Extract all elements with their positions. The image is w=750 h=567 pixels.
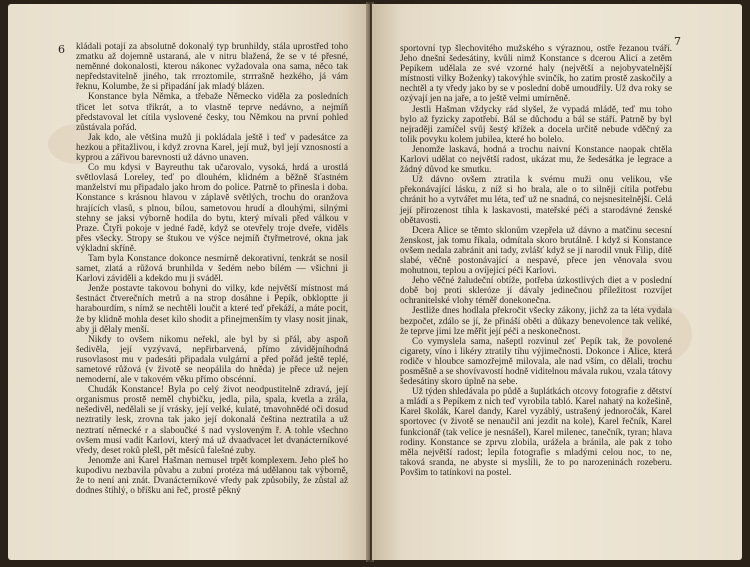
paragraph: Tam byla Konstance dokonce nesmírně dekorativní, tenkrát se nosil samet, zlatá a růžová brunhilda v šedém nebo bílém — všichni ji Karlovi záviděli a kdekdo mu ji sváděl. xyxy=(76,253,348,285)
paragraph: Už dávno ovšem ztratila k svému muži onu velikou, vše překonávající lásku, z níž si ho brala, ale o to silněji cítila potřebu chránit ho a vytvářet mu léta, teď už ne snadná, co nejsnesitelnější. Celá její přirozenost tíhla k laskavosti, mateřské péči a starodávné ženské obětavosti. xyxy=(400,175,672,226)
page-number-right: 7 xyxy=(674,35,681,48)
paragraph: kládali potají za absolutně dokonalý typ brunhildy, stála uprostřed toho zmatku až dojemně ustaraná, ale v nitru blažená, že se v té přesné, neměnné dokonalosti, kterou nákonec vyžadovala ona sama, něco tak nepředstavitelně jiného, tak rrroztomile, strrrašně hezkého, já vám řeknu, Kolumbe, že si připadání jak mladý blázen. xyxy=(76,42,348,93)
paragraph: Jenomže ani Karel Hašman nemusel trpět komplexem. Jeho pleš ho kupodivu nezbavila půvabu a zubní protéza má udělanou tak výborně, že to není ani znát. Dvanácterníkové vředy pak způsobily, že zůstal až dodnes štíhlý, o bříšku ani řeč, prostě pěkný xyxy=(76,455,348,497)
left-page-text xyxy=(76,42,348,496)
paragraph: Jenže postavte takovou bohyni do vilky, kde největší místnost má šestnáct čtverečních metrů a na strop dosáhne i Pepík, obkloptte ji harabourdím, s nímž se nechtěli loučit a které teď překáží, a máte pocit, že by klidně mohla deset kilo shodit a přinejmenším ty vlasy nosit jinak, aby ji dělaly menší. xyxy=(76,284,348,335)
paragraph: Chudák Konstance! Byla po celý život neodpustitelně zdravá, její organismus prostě neměl chybičku, jedla, pila, spala, kvetla a zrála, nešedivěl, nedělali se jí vrásky, její velké, kulaté, tmavohnědé oči dosud neztratily lesk, zrovna tak jako její dokonalá čeština neztratila a už neztratí německé r a slaboučké š nad vysloveným ř. A tohle všechno ovšem musí vadit Karlovi, který má už dvaadvacet let dvanácterníkové vředy, deset roků plešl, pět měsíců falešné zuby. xyxy=(76,385,348,456)
paragraph: Už týden shledávala po půdě a šuplátkách otcovy fotografie z dětství a mládí a s Pepíkem z nich teď vyrobila tabló. Karel nahatý na kožešině, Karel školák, Karel dandy, Karel vyzáblý, ustrašený jednoročák, Karel sportovec (v životě se nenaučil ani jezdit na kole), Karel řečník, Karel funkcionář (tak velice je nesnášel), Karel milenec, tanečník, tyran; hlava rodiny. Konstance se zprvu zlobila, urážela a bránila, ale pak z toho měla největší radost; lepila fotografie s mladými celou noc, to ne, taková sranda, ne abyste si myslili, že to po narozeninách rozeberu. Povšim to tatínkovi na postel. xyxy=(400,387,672,478)
right-page xyxy=(372,4,742,560)
paragraph: Jenomže laskavá, hodná a trochu naivní Konstance naopak chtěla Karlovi udělat co největší radost, ukázat mu, že šedesátka je legrace a žádný důvod ke smutku. xyxy=(400,144,672,176)
paragraph: Jeho věčné žaludeční obtíže, potřeba úzkostlivých diet a v poslední době boj proti skleróze jí dávaly jedinečnou příležitost rozvíjet ochranitelské vlohy téměř donekonečna. xyxy=(400,276,672,307)
right-page-text xyxy=(400,44,672,478)
page-number-left: 6 xyxy=(58,43,65,56)
left-page xyxy=(8,4,370,560)
paragraph: Jestliže dnes hodlala překročit všecky zákony, jichž za ta léta vydala bezpočet, zdálo se jí, že přináší oběti a důkazy benevolence tak veliké, že teprve jimi lze měřit její péči a neskonečnost. xyxy=(400,306,672,337)
paragraph: Nikdy to ovšem nikomu neřekl, ale byl by si přál, aby aspoň šedivěla, její vyzývavá, nepřirbarvená, přímo závidějníhodná rusovlasost mu v padesáti připadala vulgární a před pořád ještě teplé, sametové růžová (v životě se neopálila do hněda) je přece už nejen nemoderní, ale v takovém věku přímo obscénní. xyxy=(76,334,348,386)
paragraph: Jestli Hašman vždycky rád slyšel, že vypadá mládě, teď mu toho bylo až fyzicky zapotřebí. Bál se důchodu a bál se stáří. Patrně by byl nejraději zamíčel svůj šestý křížek a docela určitě nebude vděčný za tolik povyku kolem jubilea, které ho bolelo. xyxy=(400,104,672,145)
paragraph: Jak kdo, ale většina mužů ji pokládala ještě i teď v padesátce za hezkou a přitažlivou, i když zrovna Karel, její muž, byl její vznosností a kyprou a zářivou barevností už dávno unaven. xyxy=(76,132,348,164)
paragraph: Co vymyslela sama, našeptl rozvinul zeť Pepík tak, že povolené cigarety, víno i likéry ztratily tíhu výjimečnosti. Dokonce i Alice, která rodiče v hloubce samozřejmě milovala, ale nad vším, co dělali, trochu posměšně a se shovívavostí hodně viditelnou mávala rukou, vzala tátovy šedesátiny skoro úplně na sebe. xyxy=(400,336,672,388)
paragraph: Co mu kdysi v Bayreuthu tak učarovalo, vysoká, hrdá a urostlá světlovlasá Loreley, teď po dlouhém, klidném a běžně šťastném manželství mu připadalo jako hrom do police. Patrně to přinesla i doba. Konstance s krásnou hlavou v záplavě světlých, trochu do oranžova hrajících vlasů, s plnou, bílou, sametovou hrudí a dlouhými, silnými stehny se jaksi výborně hodila do bytu, který mívali před válkou v Praze. Čtyři pokoje v jedné řadě, když se otevřely troje dveře, viděls přes všecky. Stropy se štukou ve výšce nejmíň čtyřmetrové, okna jak výkladní skříně. xyxy=(76,163,348,254)
paragraph: sportovní typ šlechovitého mužského s výraznou, ostře řezanou tváří. Jeho dnešní šedesátiny, kvůli nimž Konstance s dcerou Alicí a zetěm Pepíkem udělala ze své vzorné haly (největší a nejobyvatelnější místnosti vilky Boženky) takovýhle svinčík, ho zatím prostě zaskočily a nechtěl a ty vředy jako by se v poslední době umoudřily. Už dva roky se ozývají jen na jaře, a to ještě velmi umírněně. xyxy=(400,44,672,105)
paragraph: Konstance byla Němka, a třebaže Německo viděla za posledních třicet let sotva třikrát, a to vlastně teprve nedávno, a nejmíň představoval let cítila vyslovené česky, tou Němkou na první pohled zůstávala pořád. xyxy=(76,92,348,133)
paragraph: Dcera Alice se těmto sklonům vzepřela už dávno a matčinu secesní ženskost, jak tomu říkala, odmítala skoro brutálně. I když si Konstance ovšem nedala zabránit ani tady, zvlášť když se jí narodil vnuk Filip, dítě slabé, věčně postonávající a nespavé, přece jen věnovala svou mohutnou, teplou a ovíjející péči Karlovi. xyxy=(400,225,672,277)
